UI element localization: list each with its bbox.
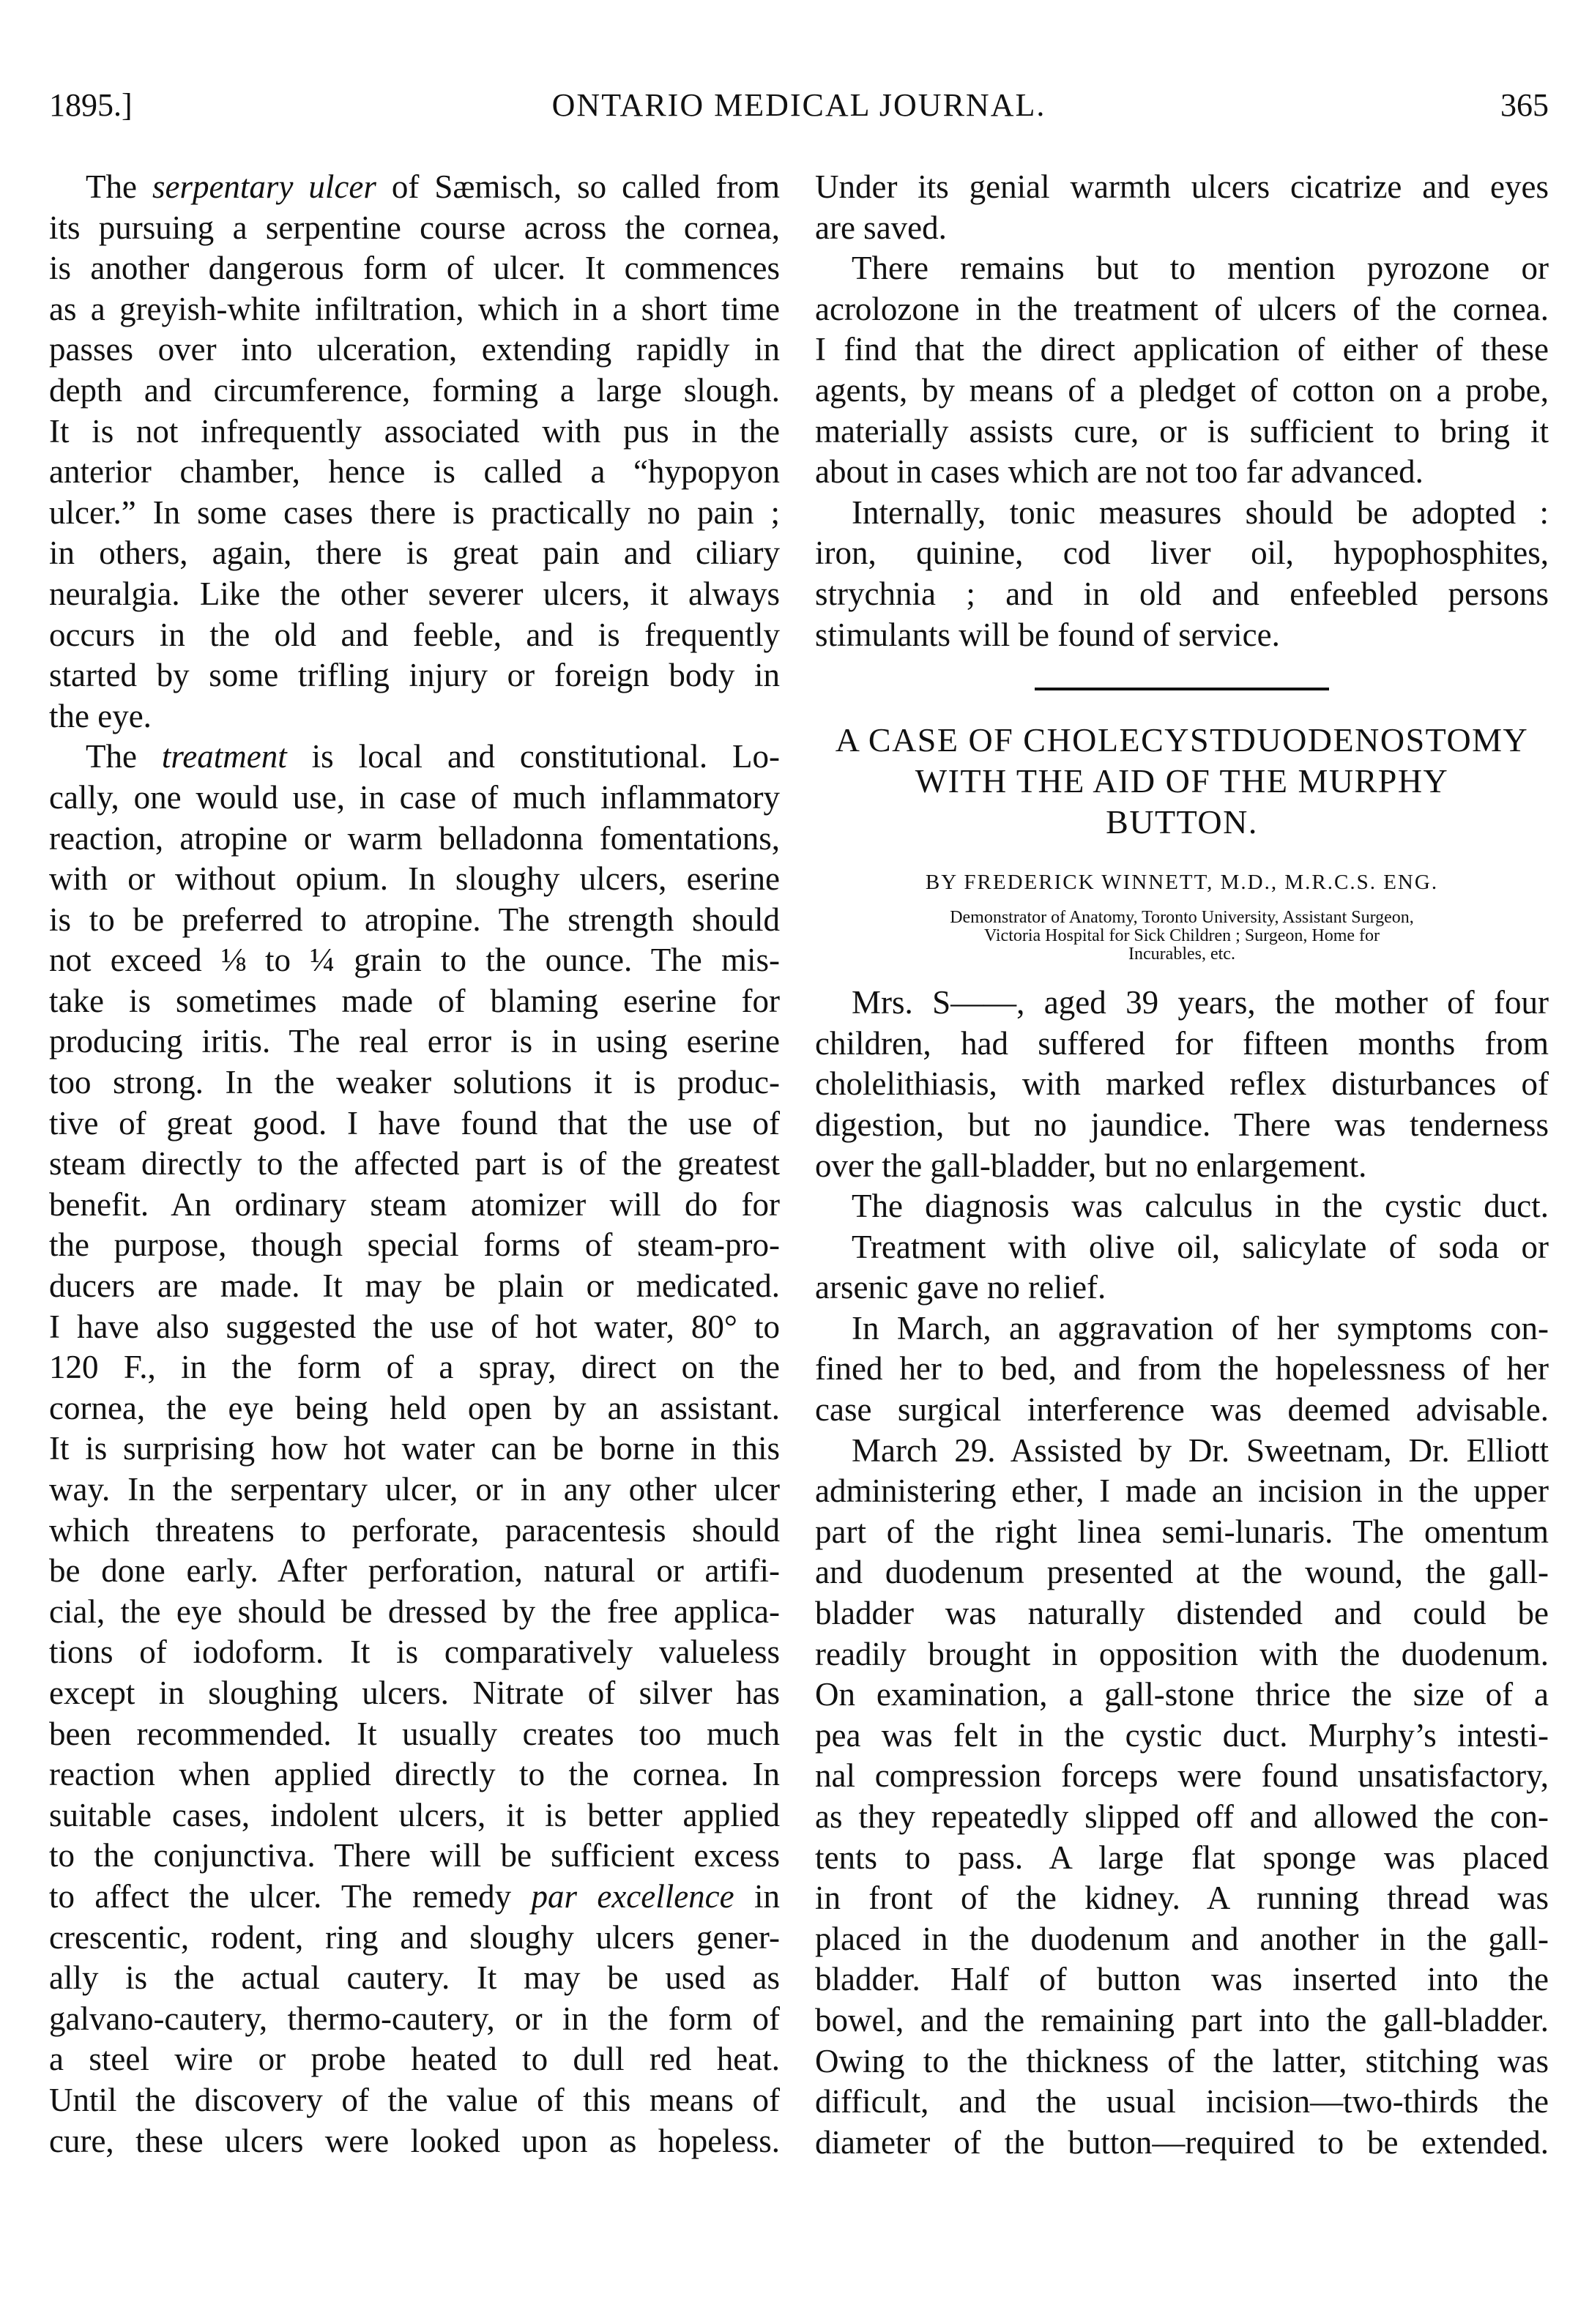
text-line: to the conjunctiva. There will be sufficient excess [49, 1837, 780, 1874]
text-line: placed in the duodenum and another in the gall- [815, 1920, 1549, 1957]
text-line: suitable cases, indolent ulcers, it is better applied [49, 1796, 780, 1833]
text-line: cial, the eye should be dressed by the free applica- [49, 1593, 780, 1630]
text-line: It is not infrequently associated with pus in the [49, 412, 780, 450]
text-line: tents to pass. A large flat sponge was placed [815, 1839, 1549, 1876]
text-line: pea was felt in the cystic duct. Murphy’s intesti- [815, 1716, 1549, 1754]
text-line: acrolozone in the treatment of ulcers of the cornea. [815, 290, 1549, 327]
italic-term: par excellence [531, 1877, 734, 1915]
text-line: started by some trifling injury or foreign body in [49, 657, 780, 694]
text-line: the purpose, though special forms of steam-pro- [49, 1226, 780, 1264]
text-line: I find that the direct application of either of these [815, 331, 1549, 368]
text-line: On examination, a gall-stone thrice the size of a [815, 1676, 1549, 1713]
text-line: steam directly to the affected part is of the greatest [49, 1145, 780, 1183]
article-title-line-2: WITH THE AID OF THE MURPHY [915, 762, 1449, 800]
text-line: part of the right linea semi-lunaris. The omentum [815, 1513, 1549, 1550]
text-line: benefit. An ordinary steam atomizer will do for [49, 1185, 780, 1223]
author-affiliation [815, 909, 1549, 964]
text-segment: of Sæmisch, so called from [376, 168, 780, 205]
text-line: is to be preferred to atropine. The strength should [49, 901, 780, 938]
text-line: difficult, and the usual incision—two-thirds the [815, 2083, 1549, 2120]
text-line: Treatment with olive oil, salicylate of soda or [852, 1228, 1549, 1265]
text-line: children, had suffered for fifteen months from [815, 1024, 1549, 1062]
text-line: reaction, atropine or warm belladonna fomentations, [49, 819, 780, 857]
right-column-continued-text [815, 167, 1549, 655]
affiliation-line-2: Victoria Hospital for Sick Children ; Surgeon, Home for [983, 926, 1380, 946]
text-line: reaction when applied directly to the cornea. In [49, 1756, 780, 1793]
text-line: bladder was naturally distended and could be [815, 1595, 1549, 1632]
section-separator-rule [1035, 688, 1329, 690]
italic-term: treatment [161, 738, 287, 775]
text-line: bladder. Half of button was inserted into the [815, 1961, 1549, 1998]
affiliation-line-1: Demonstrator of Anatomy, Toronto University, Assistant Surgeon, [950, 908, 1414, 928]
text-line: ulcer.” In some cases there is practically no pain ; [49, 494, 780, 531]
running-head-year: 1895.] [49, 87, 133, 123]
text-line: case surgical interference was deemed advisable. [815, 1391, 1549, 1429]
text-line: Under its genial warmth ulcers cicatrize and eyes [815, 168, 1549, 205]
text-line: as a greyish-white infiltration, which in a short time [49, 290, 780, 327]
text-line: iron, quinine, cod liver oil, hypophosphites, [815, 535, 1549, 572]
text-line: agents, by means of a pledget of cotton on a probe, [815, 371, 1549, 409]
text-line: stimulants will be found of service. [815, 616, 1280, 653]
text-line: passes over into ulceration, extending rapidly in [49, 331, 780, 368]
text-line: are saved. [815, 209, 947, 246]
text-line: Owing to the thickness of the latter, stitching was [815, 2042, 1549, 2079]
text-line: cholelithiasis, with marked reflex disturbances of [815, 1065, 1549, 1103]
text-segment: to affect the ulcer. The remedy [49, 1877, 532, 1915]
left-column [49, 167, 780, 2161]
text-line: a steel wire or probe heated to dull red heat. [49, 2041, 780, 2078]
page-number: 365 [1500, 87, 1549, 123]
text-line: In March, an aggravation of her symptoms con- [852, 1309, 1549, 1347]
text-segment: is local and constitutional. Lo- [286, 738, 780, 775]
text-line: 120 F., in the form of a spray, direct on the [49, 1349, 780, 1386]
text-line: except in sloughing ulcers. Nitrate of silver has [49, 1674, 780, 1711]
text-line: digestion, but no jaundice. There was tenderness [815, 1106, 1549, 1143]
text-line: been recommended. It usually creates too much [49, 1715, 780, 1752]
text-line: in front of the kidney. A running thread was [815, 1880, 1549, 1917]
text-line [49, 167, 780, 208]
text-line: not exceed ⅛ to ¼ grain to the ounce. The mis- [49, 942, 780, 979]
text-line: tions of iodoform. It is comparatively valueless [49, 1634, 780, 1671]
text-segment: in [734, 1877, 780, 1915]
text-line: Mrs. S——, aged 39 years, the mother of four [852, 984, 1549, 1021]
author-byline: BY FREDERICK WINNETT, M.D., M.R.C.S. ENG. [925, 871, 1439, 895]
text-line: diameter of the button—required to be extended. [815, 2123, 1549, 2161]
text-line: too strong. In the weaker solutions it is produc- [49, 1064, 780, 1101]
text-line: which threatens to perforate, paracentesis should [49, 1511, 780, 1549]
right-column [815, 167, 1549, 2163]
text-line: anterior chamber, hence is called a “hypopyon [49, 453, 780, 491]
text-line: in others, again, there is great pain and ciliary [49, 535, 780, 572]
text-line: crescentic, rodent, ring and sloughy ulcers gener- [49, 1918, 780, 1956]
text-line: way. In the serpentary ulcer, or in any other ulcer [49, 1471, 780, 1508]
text-segment: The [86, 168, 152, 205]
affiliation-line-3: Incurables, etc. [1128, 945, 1235, 964]
article-title-line-1: A CASE OF CHOLECYSTDUODENOSTOMY [835, 721, 1529, 759]
text-line: about in cases which are not too far advanced. [815, 453, 1424, 491]
text-line: galvano-cautery, thermo-cautery, or in the form of [49, 2000, 780, 2037]
text-line: depth and circumference, forming a large slough. [49, 371, 780, 409]
article-body-text [815, 983, 1549, 2163]
text-line: March 29. Assisted by Dr. Sweetnam, Dr. Elliott [852, 1431, 1549, 1469]
text-line: take is sometimes made of blaming eserine for [49, 982, 780, 1019]
text-line: Internally, tonic measures should be adopted : [852, 494, 1549, 531]
text-line: tive of great good. I have found that the use of [49, 1104, 780, 1141]
article-title-line-3: BUTTON. [1106, 803, 1258, 841]
text-line: is another dangerous form of ulcer. It commences [49, 250, 780, 287]
text-line: cornea, the eye being held open by an assistant. [49, 1389, 780, 1426]
running-head [49, 86, 1549, 130]
text-line: fined her to bed, and from the hopelessness of her [815, 1350, 1549, 1388]
text-line: materially assists cure, or is sufficient to bring it [815, 412, 1549, 450]
text-line: readily brought in opposition with the duodenum. [815, 1635, 1549, 1672]
text-line: cure, these ulcers were looked upon as hopeless. [49, 2122, 780, 2159]
text-line: It is surprising how hot water can be borne in this [49, 1430, 780, 1467]
journal-title: ONTARIO MEDICAL JOURNAL. [551, 87, 1046, 123]
text-line: over the gall-bladder, but no enlargement. [815, 1147, 1367, 1184]
text-line: producing iritis. The real error is in using eserine [49, 1023, 780, 1060]
text-line: its pursuing a serpentine course across the cornea, [49, 209, 780, 246]
text-line: The diagnosis was calculus in the cystic duct. [852, 1188, 1549, 1225]
text-line: cally, one would use, in case of much inflammatory [49, 778, 780, 816]
text-line: neuralgia. Like the other severer ulcers, it always [49, 575, 780, 612]
text-line: bowel, and the remaining part into the gall-bladder. [815, 2001, 1549, 2038]
text-line: and duodenum presented at the wound, the gall- [815, 1554, 1549, 1591]
text-line: ducers are made. It may be plain or medicated. [49, 1267, 780, 1305]
text-line: occurs in the old and feeble, and is frequently [49, 616, 780, 653]
text-line: There remains but to mention pyrozone or [852, 250, 1549, 287]
text-line [49, 1877, 780, 1918]
text-line [49, 737, 780, 778]
text-line: I have also suggested the use of hot water, 80° to [49, 1308, 780, 1345]
text-line: the eye. [49, 697, 152, 734]
text-line: administering ether, I made an incision in the upper [815, 1472, 1549, 1510]
text-line: Until the discovery of the value of this means of [49, 2081, 780, 2118]
text-segment: The [86, 738, 162, 775]
text-line: arsenic gave no relief. [815, 1269, 1106, 1306]
text-line: nal compression forceps were found unsatisfactory, [815, 1757, 1549, 1795]
italic-term: serpentary ulcer [152, 168, 376, 205]
article-heading [815, 720, 1549, 964]
text-line: with or without opium. In sloughy ulcers, eserine [49, 860, 780, 898]
text-line: ally is the actual cautery. It may be used as [49, 1959, 780, 1997]
text-line: as they repeatedly slipped off and allowed the con- [815, 1798, 1549, 1835]
text-line: strychnia ; and in old and enfeebled persons [815, 575, 1549, 612]
text-line: be done early. After perforation, natural or artifi- [49, 1552, 780, 1590]
